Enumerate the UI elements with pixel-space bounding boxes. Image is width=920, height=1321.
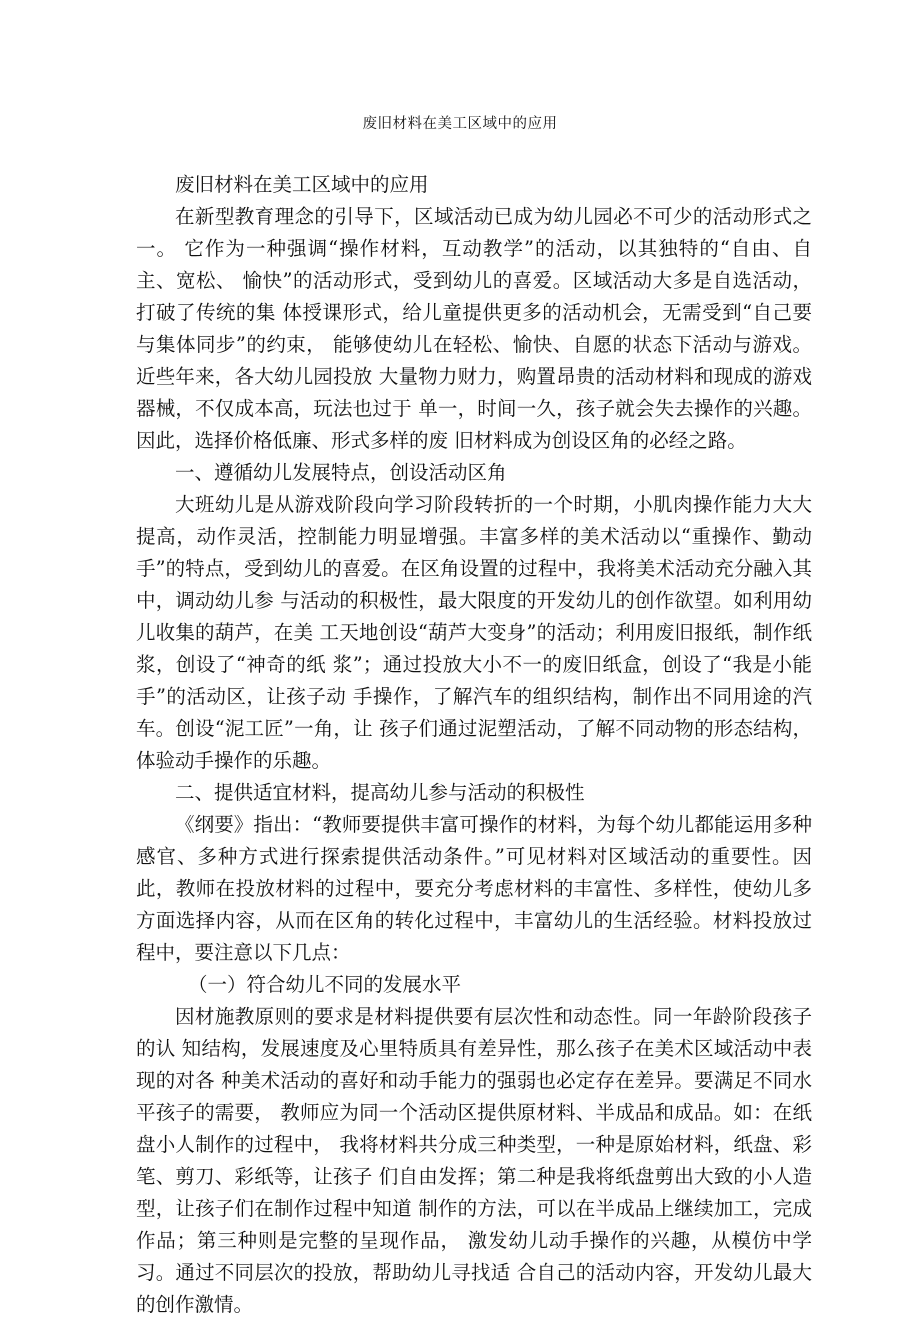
paragraph: 大班幼儿是从游戏阶段向学习阶段转折的一个时期，小肌肉操作能力大大提高，动作灵活，控制能力明显增强。丰富多样的美术活动以“重操作、勤动手”的特点，受到幼儿的喜爱。在区角设置的过程中，我将美术活动充分融入其中，调动幼儿参 与活动的积极性，最大限度的开发幼儿的创作欲望。如利用幼儿收集的葫芦，在美 工天地创设“葫芦大变身”的活动；利用废旧报纸，制作纸浆，创设了“神奇的纸 浆”；通过投放大小不一的废旧纸盒，创设了“我是小能手”的活动区，让孩子动 手操作，了解汽车的组织结构，制作出不同用途的汽车。创设“泥工匠”一角，让 孩子们通过泥塑活动，了解不同动物的形态结构，体验动手操作的乐趣。 [136,493,812,772]
paragraph: 在新型教育理念的引导下，区域活动已成为幼儿园必不可少的活动形式之一。 它作为一种强调“操作材料，互动教学”的活动，以其独特的“自由、自主、宽松、 愉快”的活动形式，受到幼儿的喜爱。区域活动大多是自选活动，打破了传统的集 体授课形式，给儿童提供更多的活动机会，无需受到“自己要与集体同步”的约束， 能够使幼儿在轻松、愉快、自愿的状态下活动与游戏。近些年来，各大幼儿园投放 大量物力财力，购置昂贵的活动材料和现成的游戏器械，不仅成本高，玩法也过于 单一，时间一久，孩子就会失去操作的兴趣。因此，选择价格低廉、形式多样的废 旧材料成为创设区角的必经之路。 [136,205,812,452]
section-heading: 一、遵循幼儿发展特点，创设活动区角 [175,461,507,484]
paragraph: 因材施教原则的要求是材料提供要有层次性和动态性。同一年龄阶段孩子的认 知结构，发展速度及心里特质具有差异性，那么孩子在美术区域活动中表现的对各 种美术活动的喜好和动手能力的强弱也必定存在差异。要满足不同水平孩子的需要， 教师应为同一个活动区提供原材料、半成品和成品。如：在纸盘小人制作的过程中， 我将材料共分成三种类型，一种是原始材料，纸盘、彩笔、剪刀、彩纸等，让孩子 们自由发挥；第二种是我将纸盘剪出大致的小人造型，让孩子们在制作过程中知道 制作的方法，可以在半成品上继续加工，完成作品；第三种则是完整的呈现作品， 激发幼儿动手操作的兴趣，从模仿中学习。通过不同层次的投放，帮助幼儿寻找适 合自己的活动内容，开发幼儿最大的创作激情。 [136,1005,812,1316]
paragraph: 《纲要》指出：“教师要提供丰富可操作的材料，为每个幼儿都能运用多种感官、多种方式进行探索提供活动条件。”可见材料对区域活动的重要性。因此，教师在投放材料的过程中，要充分考虑材料的丰富性、多样性，使幼儿多方面选择内容，从而在区角的转化过程中，丰富幼儿的生活经验。材料投放过程中，要注意以下几点： [136,813,812,964]
section-heading: 二、提供适宜材料，提高幼儿参与活动的积极性 [175,781,585,804]
subsection-heading: （一）符合幼儿不同的发展水平 [188,973,462,996]
article-title: 废旧材料在美工区域中的应用 [175,173,429,196]
document-body [136,169,812,1321]
page-header-title: 废旧材料在美工区域中的应用 [362,116,558,132]
